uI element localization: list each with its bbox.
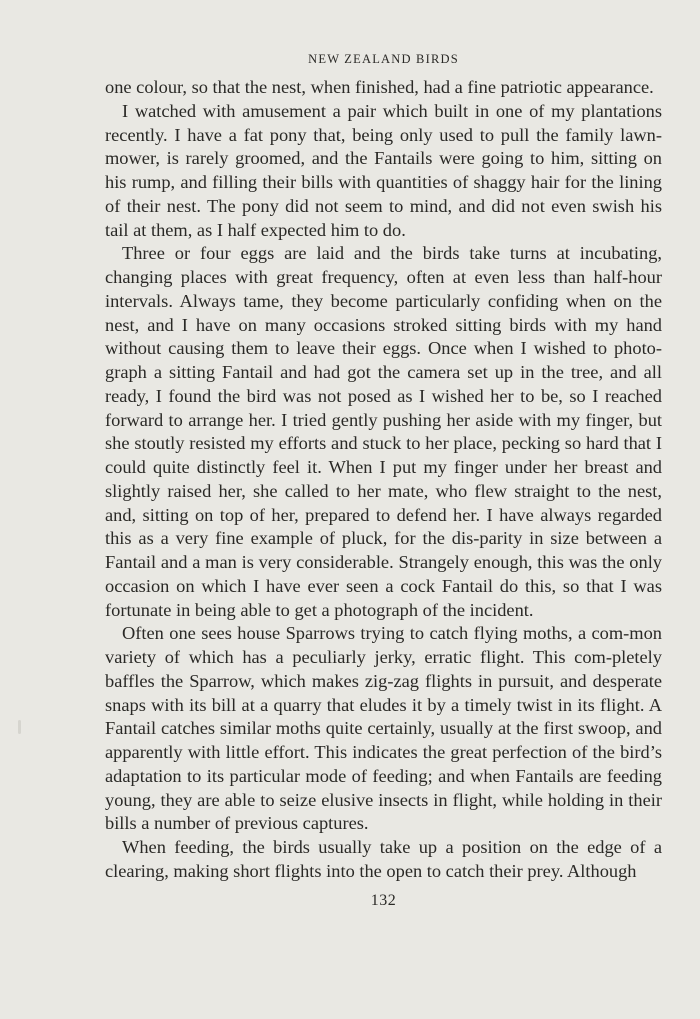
book-page [105,50,662,910]
paragraph-pony: I watched with amusement a pair which built in one of my plantations recently. I have a fat pony that, being only used to pull the family lawn-mower, is rarely groomed, and the Fantails were going to him, sitting on his rump, and filling their bills with quantities of shaggy hair for the lining of their nest. The pony did not seem to mind, and did not even swish his tail at them, as I half expected him to do. [105,100,662,240]
page-number: 132 [370,891,397,909]
paragraph-feeding: When feeding, the birds usually take up a position on the edge of a clearing, making short flights into the open to catch their prey. Although [105,837,662,881]
paragraph-sparrows: Often one sees house Sparrows trying to catch flying moths, a com-mon variety of which has a peculiarly jerky, erratic flight. This com-pletely baffles the Sparrow, which makes zig-zag flights in pursuit, and desperate snaps with its bill at a quarry that eludes it by a timely twist in its flight. A Fantail catches similar moths quite certainly, usually at the first swoop, and apparently with little effort. This indicates the great perfection of the bird’s adaptation to its particular mode of feeding; and when Fantails are feeding young, they are able to seize elusive insects in flight, while holding in their bills a number of previous captures. [105,623,662,834]
margin-speck [18,720,21,734]
paragraph-continuation: one colour, so that the nest, when finished, had a fine patriotic appearance. [105,77,654,97]
paragraph-incubation: Three or four eggs are laid and the birds take turns at incubating, changing places with great frequency, often at even less than half-hour intervals. Always tame, they become particularly confiding when on the nest, and I have on many occasions stroked sitting birds with my hand without causing them to leave their eggs. Once when I wished to photo-graph a sitting Fantail and had got the camera set up in the tree, and all ready, I found the bird was not posed as I wished her to be, so I reached forward to arrange her. I tried gently pushing her aside with my finger, but she stoutly resisted my efforts and stuck to her place, pecking so hard that I could quite distinctly feel it. When I put my finger under her breast and slightly raised her, she called to her mate, who flew straight to the nest, and, sitting on top of her, prepared to defend her. I have always regarded this as a very fine example of pluck, for the dis-parity in size between a Fantail and a man is very considerable. Strangely enough, this was the only occasion on which I have ever seen a cock Fantail do this, so that I was fortunate in being able to get a photograph of the incident. [105,243,662,620]
running-head: NEW ZEALAND BIRDS [308,52,459,66]
